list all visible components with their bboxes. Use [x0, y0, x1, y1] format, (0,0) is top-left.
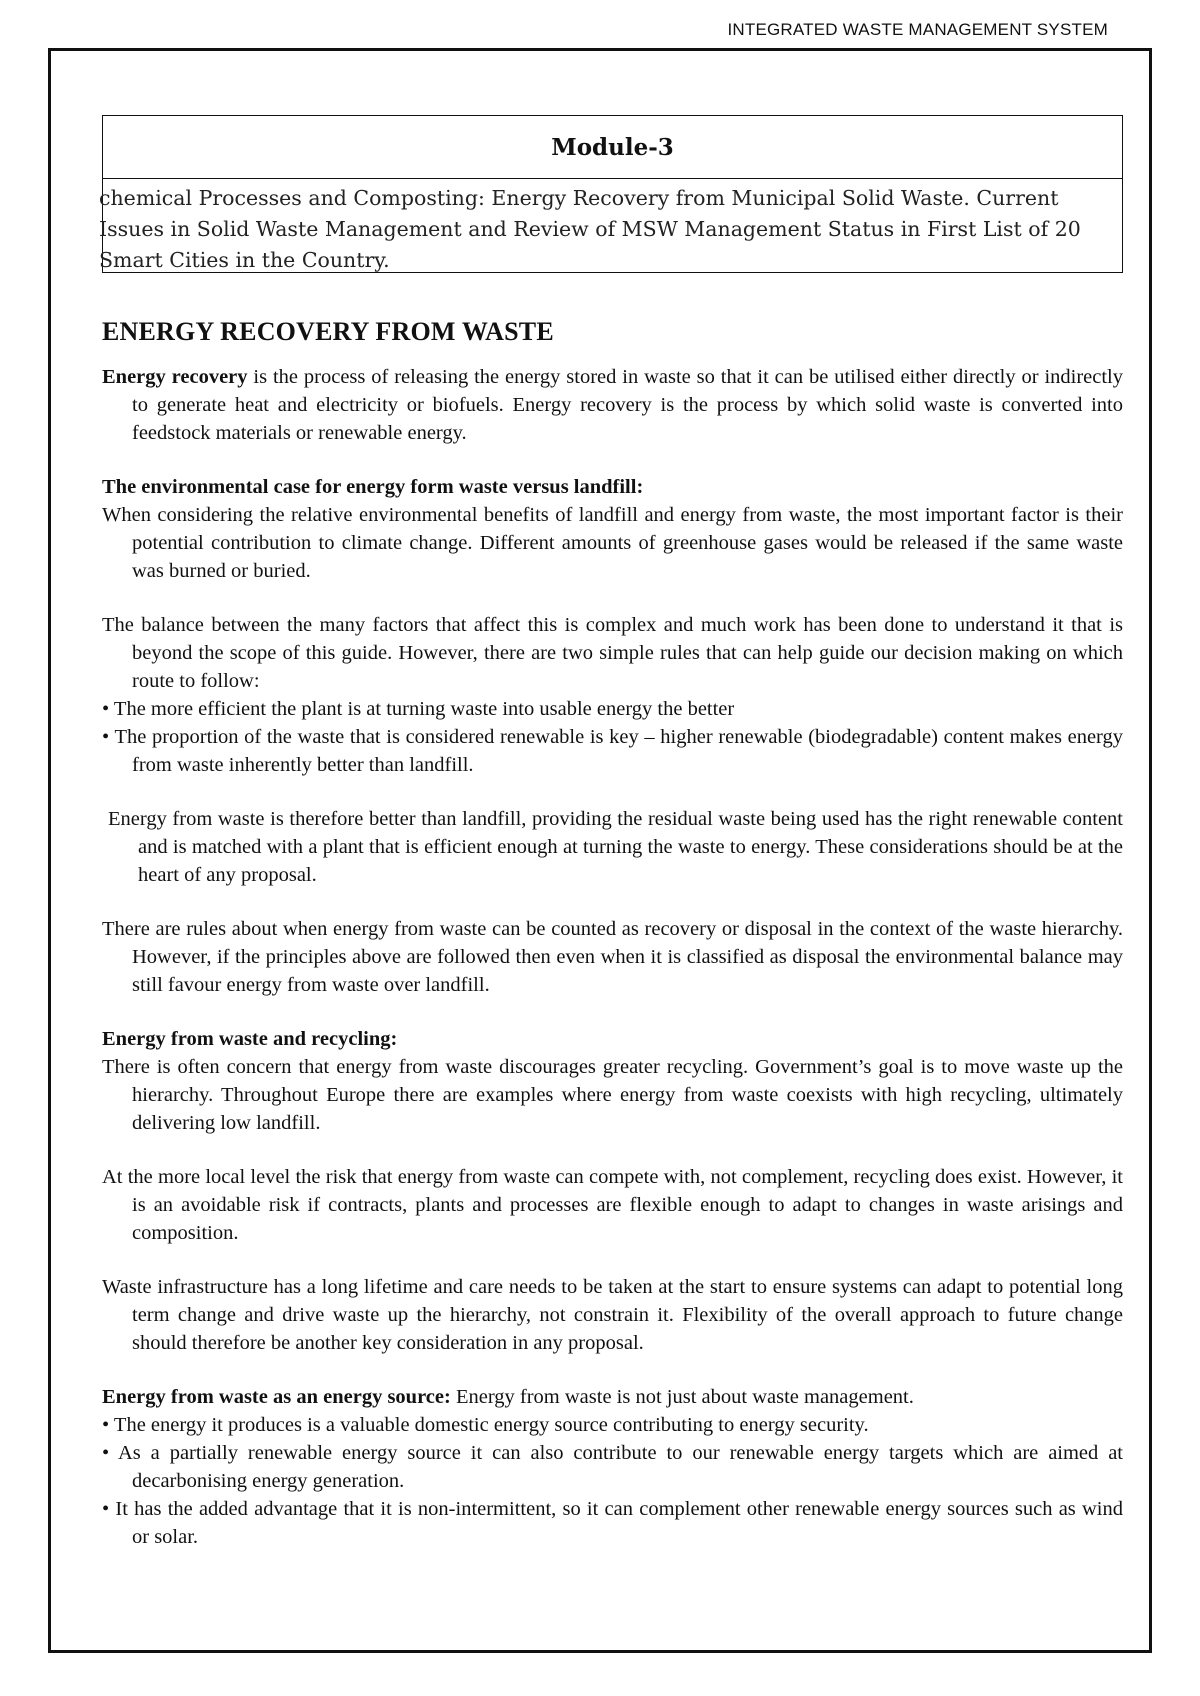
energy-source-lead: Energy from waste is not just about waste management.: [450, 1386, 914, 1408]
section-title: ENERGY RECOVERY FROM WASTE: [102, 317, 554, 346]
env-case-heading: The environmental case for energy form waste versus landfill:: [102, 476, 644, 498]
document-body: [102, 318, 1123, 1551]
energy-source-bullet-2: • As a partially renewable energy source it can also contribute to our renewable energy targets which are aimed at decarbonising energy generation.: [102, 1442, 1123, 1492]
module-box: [99, 115, 1123, 273]
module-title: Module-3: [103, 116, 1122, 179]
recycling-paragraph-2: At the more local level the risk that energy from waste can compete with, not complement, recycling does exist. However, it is an avoidable risk if contracts, plants and processes are flexible enough to adapt to changes in waste arisings and composition.: [102, 1166, 1123, 1244]
recycling-paragraph-3: Waste infrastructure has a long lifetime and care needs to be taken at the start to ensure systems can adapt to potential long term change and drive waste up the hierarchy, not constrain it. Flexibility of the overall approach to future change should therefore be another key consideration in any proposal.: [102, 1276, 1123, 1354]
intro-paragraph: [102, 363, 1123, 447]
env-case-paragraph-3: Energy from waste is therefore better than landfill, providing the residual waste being used has the right renewable content and is matched with a plant that is efficient enough at turning the waste to energy. These considerations should be at the heart of any proposal.: [108, 808, 1123, 886]
energy-source-heading: Energy from waste as an energy source:: [102, 1386, 451, 1408]
recycling-paragraph-1: There is often concern that energy from waste discourages greater recycling. Government’s goal is to move waste up the hierarchy. Throughout Europe there are examples where energy from waste coexists with high recycling, ultimately delivering low landfill.: [102, 1056, 1123, 1134]
env-case-paragraph-4: There are rules about when energy from waste can be counted as recovery or disposal in the context of the waste hierarchy. However, if the principles above are followed then even when it is classified as disposal the environmental balance may still favour energy from waste over landfill.: [102, 918, 1123, 996]
intro-text: is the process of releasing the energy stored in waste so that it can be utilised either directly or indirectly to generate heat and electricity or biofuels. Energy recovery is the process by which solid waste is converted into feedstock materials or renewable energy.: [132, 366, 1123, 444]
recycling-heading: Energy from waste and recycling:: [102, 1028, 398, 1050]
energy-source-bullet-1: • The energy it produces is a valuable domestic energy source contributing to energy security.: [102, 1414, 869, 1436]
module-description: chemical Processes and Composting: Energy Recovery from Municipal Solid Waste. Current Issues in Solid Waste Management and Review of MSW Management Status in First List of 20 Smart Cities in the Country.: [99, 186, 1081, 272]
energy-source-bullet-3: • It has the added advantage that it is non-intermittent, so it can complement other renewable energy sources such as wind or solar.: [102, 1498, 1123, 1548]
env-case-bullet-1: • The more efficient the plant is at turning waste into usable energy the better: [102, 698, 735, 720]
running-header: INTEGRATED WASTE MANAGEMENT SYSTEM: [727, 20, 1108, 39]
env-case-paragraph-2: The balance between the many factors that affect this is complex and much work has been done to understand it that is beyond the scope of this guide. However, there are two simple rules that can help guide our decision making on which route to follow:: [102, 614, 1123, 692]
env-case-bullet-2: • The proportion of the waste that is considered renewable is key – higher renewable (biodegradable) content makes energy from waste inherently better than landfill.: [102, 726, 1123, 776]
env-case-paragraph-1: When considering the relative environmental benefits of landfill and energy from waste, the most important factor is their potential contribution to climate change. Different amounts of greenhouse gases would be released if the same waste was burned or buried.: [102, 504, 1123, 582]
energy-source-paragraph: [102, 1383, 1123, 1411]
intro-term: Energy recovery: [102, 366, 248, 388]
